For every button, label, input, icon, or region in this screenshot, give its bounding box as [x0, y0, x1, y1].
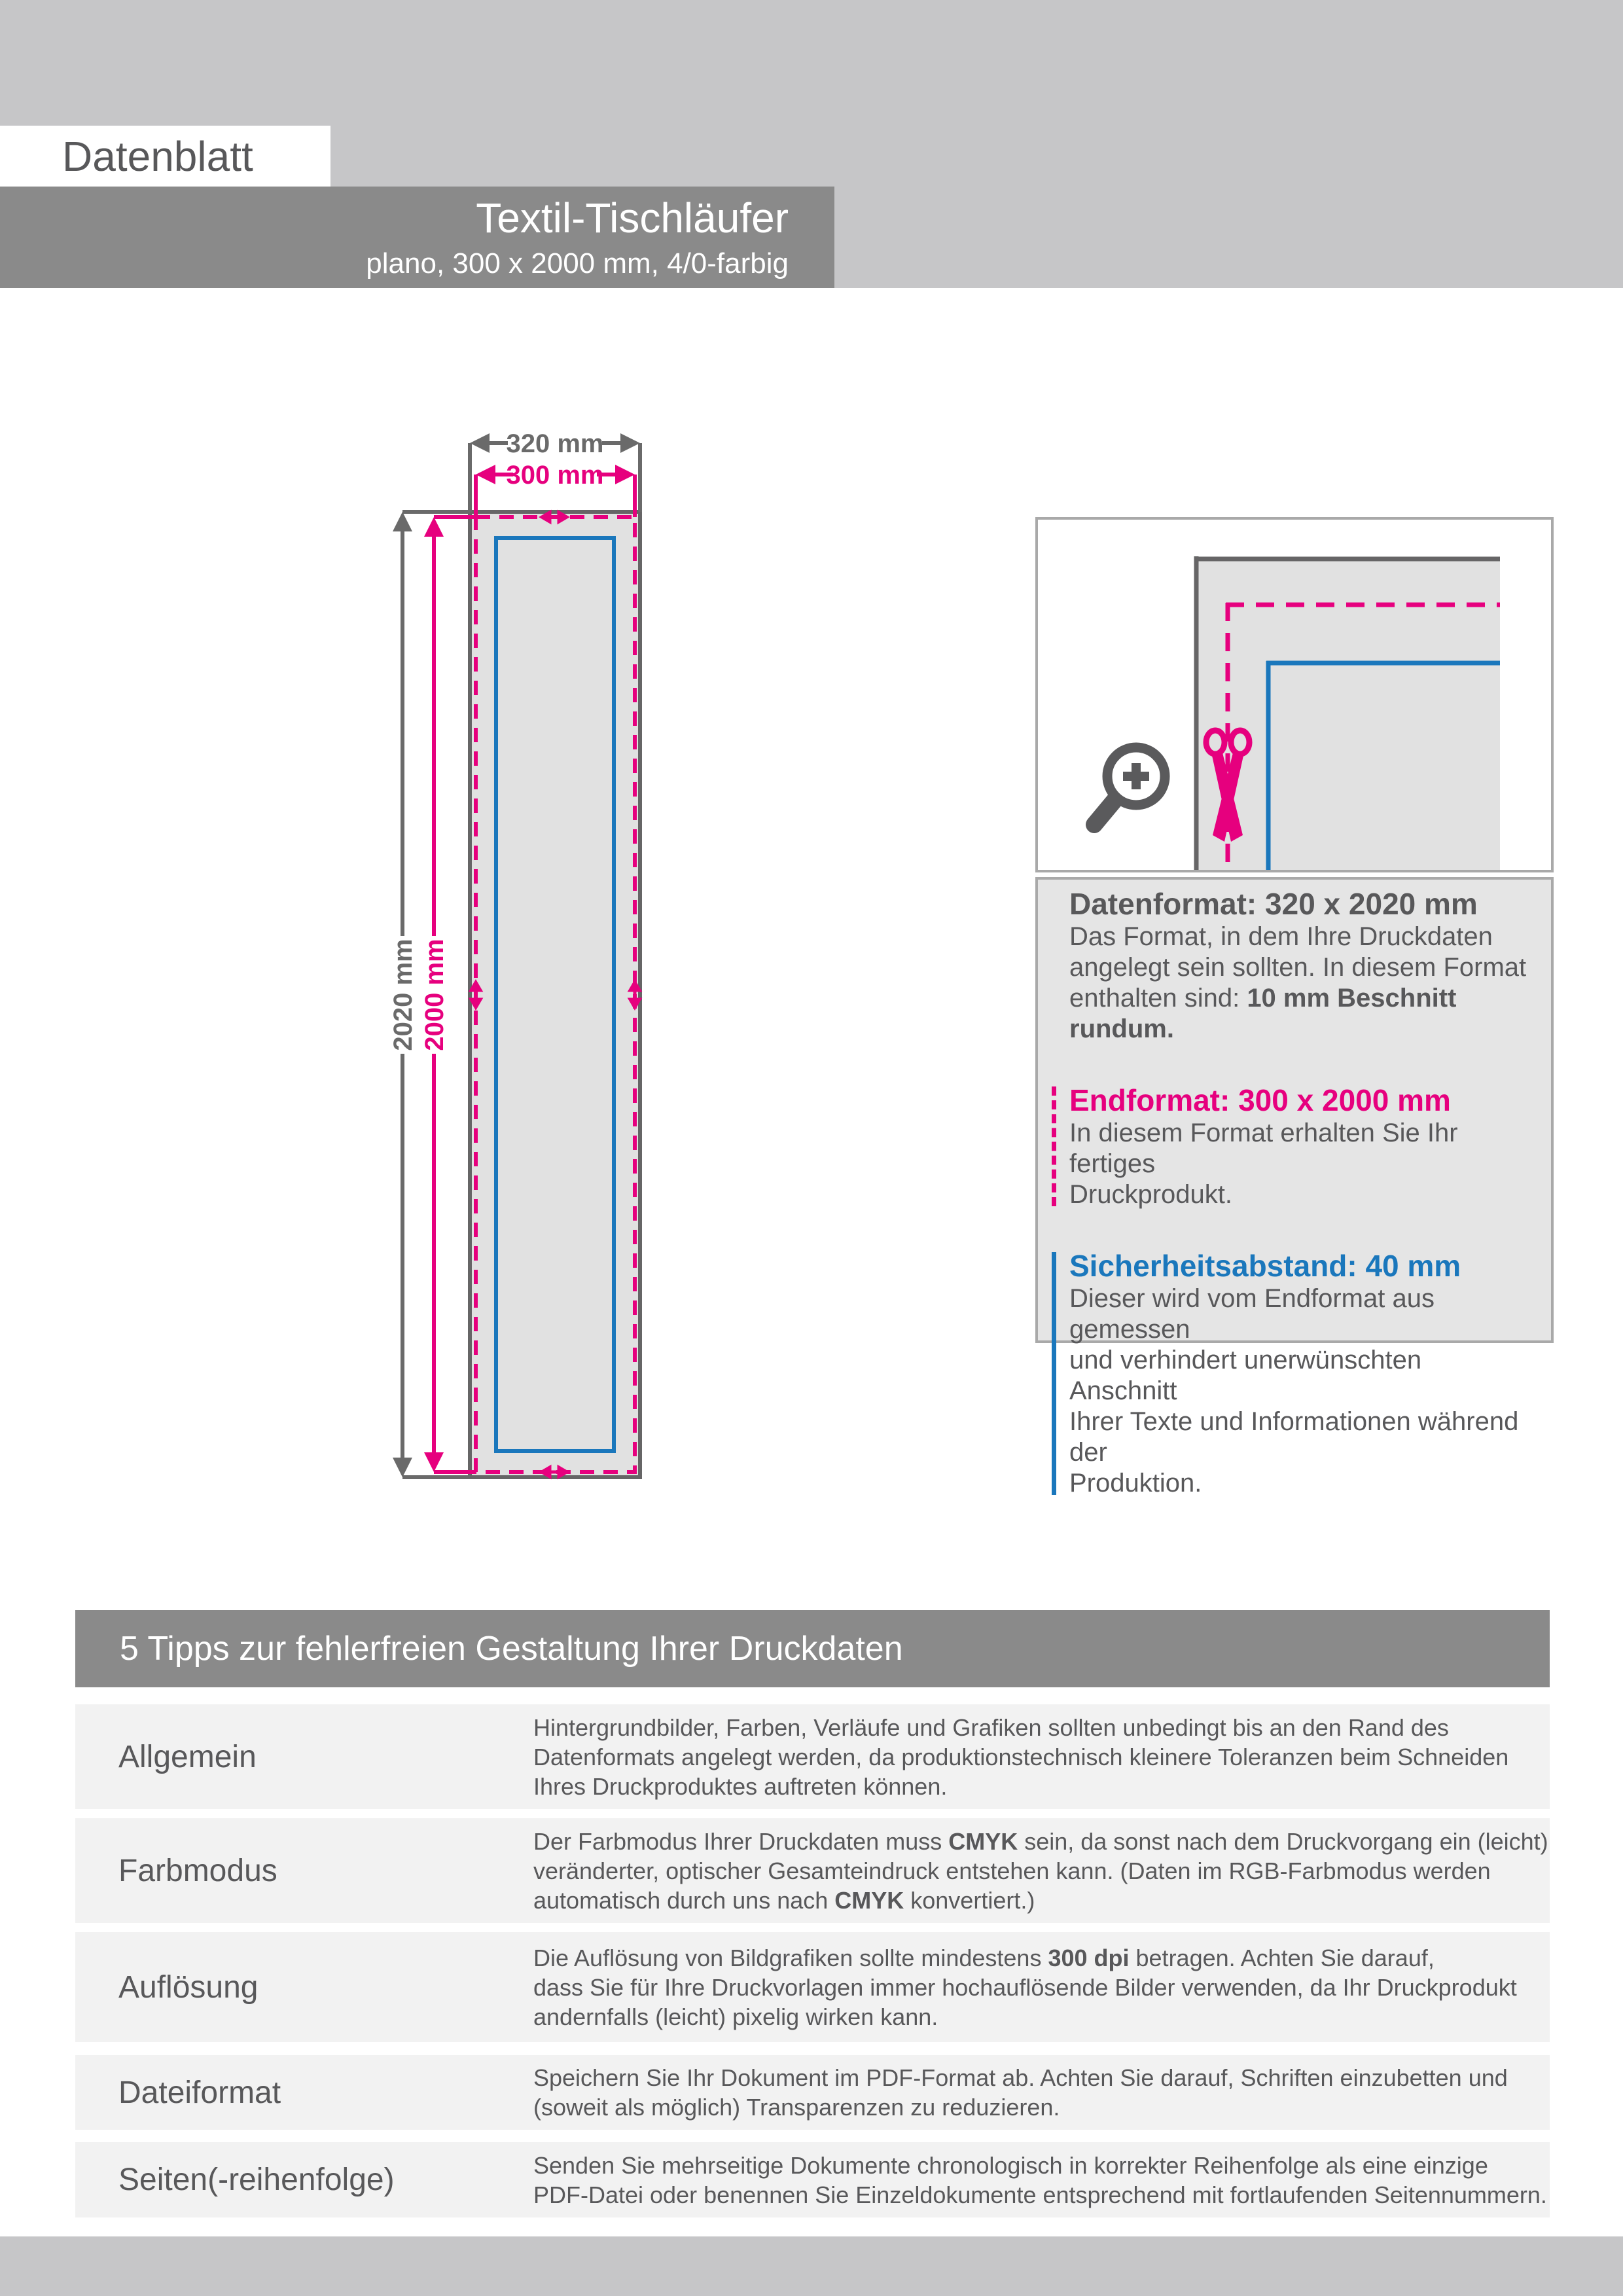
tip-label: Seiten(-reihenfolge) [118, 2162, 395, 2197]
dim-300-arrowhead-right [615, 465, 635, 484]
tip-label: Farbmodus [118, 1853, 277, 1888]
datenblatt-label: Datenblatt [62, 132, 253, 180]
tip-row-allgemein [75, 1704, 1550, 1809]
header-bar [0, 187, 834, 288]
format-diagram [366, 412, 694, 1512]
sicherheitsabstand-line: und verhindert unerwünschten Anschnitt [1069, 1346, 1422, 1405]
dim-2020-arrowhead-bottom [393, 1458, 412, 1477]
bottom-band [0, 2236, 1623, 2296]
dim-300-arrowhead-left [476, 465, 495, 484]
tip-label: Allgemein [118, 1739, 257, 1774]
datenformat-line: angelegt sein sollten. In diesem Format [1069, 953, 1527, 982]
endformat-heading: Endformat: 300 x 2000 mm [1069, 1083, 1451, 1117]
datenformat-heading: Datenformat: 320 x 2020 mm [1069, 887, 1478, 921]
endformat-line: In diesem Format erhalten Sie Ihr fertiges [1069, 1119, 1458, 1178]
dim-2000-arrowhead-top [424, 517, 444, 537]
format-info-box [1035, 877, 1554, 1498]
dim-2000-label: 2000 mm [420, 939, 449, 1051]
sicherheitsabstand-block [1069, 1248, 1531, 1499]
tips-title: 5 Tipps zur fehlerfreien Gestaltung Ihrer Druckdaten [120, 1630, 903, 1668]
endformat-line: Druckprodukt. [1069, 1180, 1232, 1209]
sicherheitsabstand-heading: Sicherheitsabstand: 40 mm [1069, 1249, 1461, 1283]
dim-2020-label: 2020 mm [389, 939, 418, 1051]
tip-label: Auflösung [118, 1969, 259, 2005]
product-subtitle: plano, 300 x 2000 mm, 4/0-farbig [366, 247, 789, 279]
corner-detail-drawing [1038, 520, 1551, 870]
sicherheitsabstand-line: Ihrer Texte und Informationen während der [1069, 1407, 1519, 1467]
endformat-block [1069, 1083, 1531, 1210]
tip-body: Senden Sie mehrseitige Dokumente chronologisch in korrekter Reihenfolge als eine einzige PDF-Datei oder benennen Sie Einzeldokumente entsprechend mit fortlaufenden Seitennummern. [533, 2151, 1547, 2208]
datenformat-block [1069, 886, 1531, 1045]
tip-body: Der Farbmodus Ihrer Druckdaten muss CMYK sein, da sonst nach dem Druckvorgang ein (leicht) veränderter, optischer Gesamteindruck entstehen kann. (Daten im RGB-Farbmodus werden automatisch durch uns nach CMYK konvertiert.) [533, 1827, 1548, 1914]
tip-label: Dateiformat [118, 2075, 281, 2110]
tips-title-bar [75, 1610, 1550, 1687]
tip-body: Hintergrundbilder, Farben, Verläufe und Grafiken sollten unbedingt bis an den Rand des Datenformats angelegt werden, da produktionstechnisch kleinere Toleranzen beim Schneiden Ihres Druckproduktes auftreten können. [533, 1713, 1509, 1800]
tip-row-seitenreihenfolge [75, 2142, 1550, 2217]
zoom-icon [1094, 747, 1165, 825]
tip-row-dateiformat [75, 2055, 1550, 2130]
dim-320-label: 320 mm [506, 429, 604, 458]
sicherheitsabstand-line: Produktion. [1069, 1469, 1202, 1498]
dim-300-label: 300 mm [506, 461, 604, 490]
tip-body: Speichern Sie Ihr Dokument im PDF-Format ab. Achten Sie darauf, Schriften einzubetten und (soweit als möglich) Transparenzen zu reduzieren. [533, 2064, 1508, 2121]
dim-2020-arrowhead-top [393, 512, 412, 531]
datenblatt-label-box [0, 126, 330, 187]
dim-2000-arrowhead-bottom [424, 1452, 444, 1472]
dim-320-arrowhead-left [470, 433, 490, 453]
datenformat-line: Das Format, in dem Ihre Druckdaten [1069, 922, 1493, 951]
tip-row-aufloesung [75, 1932, 1550, 2042]
corner-detail-box [1035, 517, 1554, 872]
dim-320-arrowhead-right [620, 433, 640, 453]
sicherheitsabstand-line: Dieser wird vom Endformat aus gemessen [1069, 1284, 1435, 1344]
tip-row-farbmodus [75, 1818, 1550, 1923]
datenformat-line: enthalten sind: 10 mm Beschnitt rundum. [1069, 984, 1457, 1043]
tip-body: Die Auflösung von Bildgrafiken sollte mindestens 300 dpi betragen. Achten Sie darauf, dass Sie für Ihre Druckvorlagen immer hochauflösende Bilder verwenden, da Ihr Druckprodukt andernfalls (leicht) pixelig wirken kann. [533, 1944, 1517, 2030]
product-title: Textil-Tischläufer [476, 194, 789, 242]
